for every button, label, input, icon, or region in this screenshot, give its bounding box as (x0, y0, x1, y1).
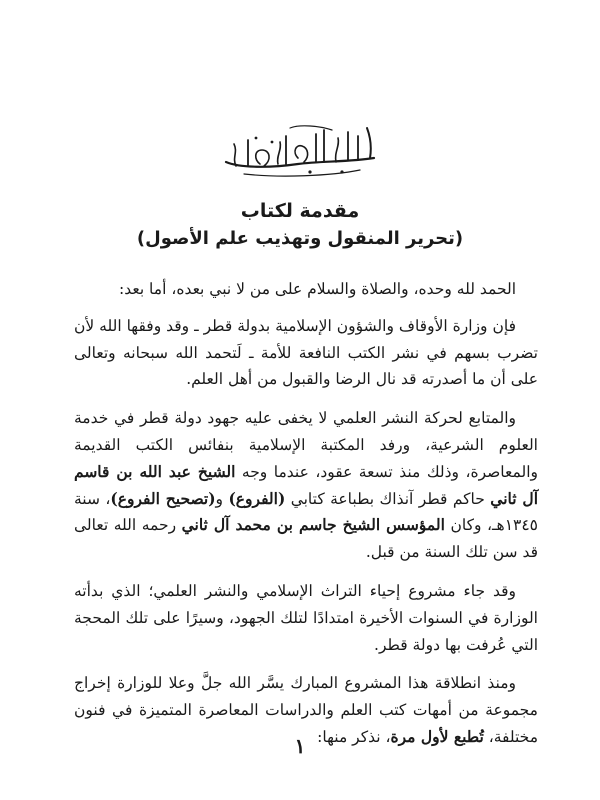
bold-book-title: (تصحيح الفروع) (110, 488, 216, 508)
document-title: مقدمة لكتاب (240, 200, 360, 222)
paragraph-3 (74, 405, 538, 566)
bold-emphasis: تُطبع لأول مرة (390, 726, 484, 746)
basmala-calligraphy-drawing (220, 122, 380, 178)
paragraph-3-text: ، سنة ١٣٤٥هـ، وكان (74, 489, 539, 535)
paragraph-3-text: والمتابع لحركة النشر العلمي لا يخفى عليه جهود دولة قطر في خدمة العلوم الشرعية، ورفد المكتبة الإسلامية بنفائس الكتب القديمة والمعاصرة، وذلك منذ تسعة عقود، عندما وجه (74, 409, 538, 481)
paragraph-4: وقد جاء مشروع إحياء التراث الإسلامي والنشر العلمي؛ الذي بدأته الوزارة في السنوات الأخيرة امتدادًا لتلك الجهود، وسيرًا على تلك المحجة التي عُرفت بها دولة قطر. (74, 581, 538, 654)
paragraph-1: الحمد لله وحده، والصلاة والسلام على من لا نبي بعده، أما بعد: (118, 280, 516, 298)
paragraph-5-text: ، نذكر منها: (317, 727, 391, 746)
basmala-calligraphy (220, 122, 380, 178)
bold-name: الشيخ عبد الله بن قاسم آل ثاني (74, 461, 539, 508)
page-number: ١ (294, 734, 306, 758)
document-body (74, 276, 538, 763)
bold-name: المؤسس الشيخ جاسم بن محمد آل ثاني (181, 515, 445, 535)
paragraph-3-text: رحمه الله تعالى قد سن تلك السنة من قبل. (74, 516, 538, 562)
paragraph-3-text: و (215, 489, 229, 508)
document-subtitle: (تحرير المنقول وتهذيب علم الأصول) (136, 228, 464, 249)
paragraph-5-text: ومنذ انطلاقة هذا المشروع المبارك يسَّر الله جلَّ وعلا للوزارة إخراج مجموعة من أمهات كتب العلم والدراسات المعاصرة المتميزة في فنون مختلفة، (74, 674, 538, 746)
paragraph-2: فإن وزارة الأوقاف والشؤون الإسلامية بدولة قطر ـ وقد وفقها الله لأن تضرب بسهم في نشر الكتب النافعة للأمة ـ لَتحمد الله سبحانه وتعالى على أن ما أصدرته قد نال الرضا والقبول من أهل العلم. (74, 316, 538, 389)
bold-book-title: (الفروع) (228, 488, 286, 508)
paragraph-3-text: حاكم قطر آنذاك بطباعة كتابي (285, 489, 491, 508)
